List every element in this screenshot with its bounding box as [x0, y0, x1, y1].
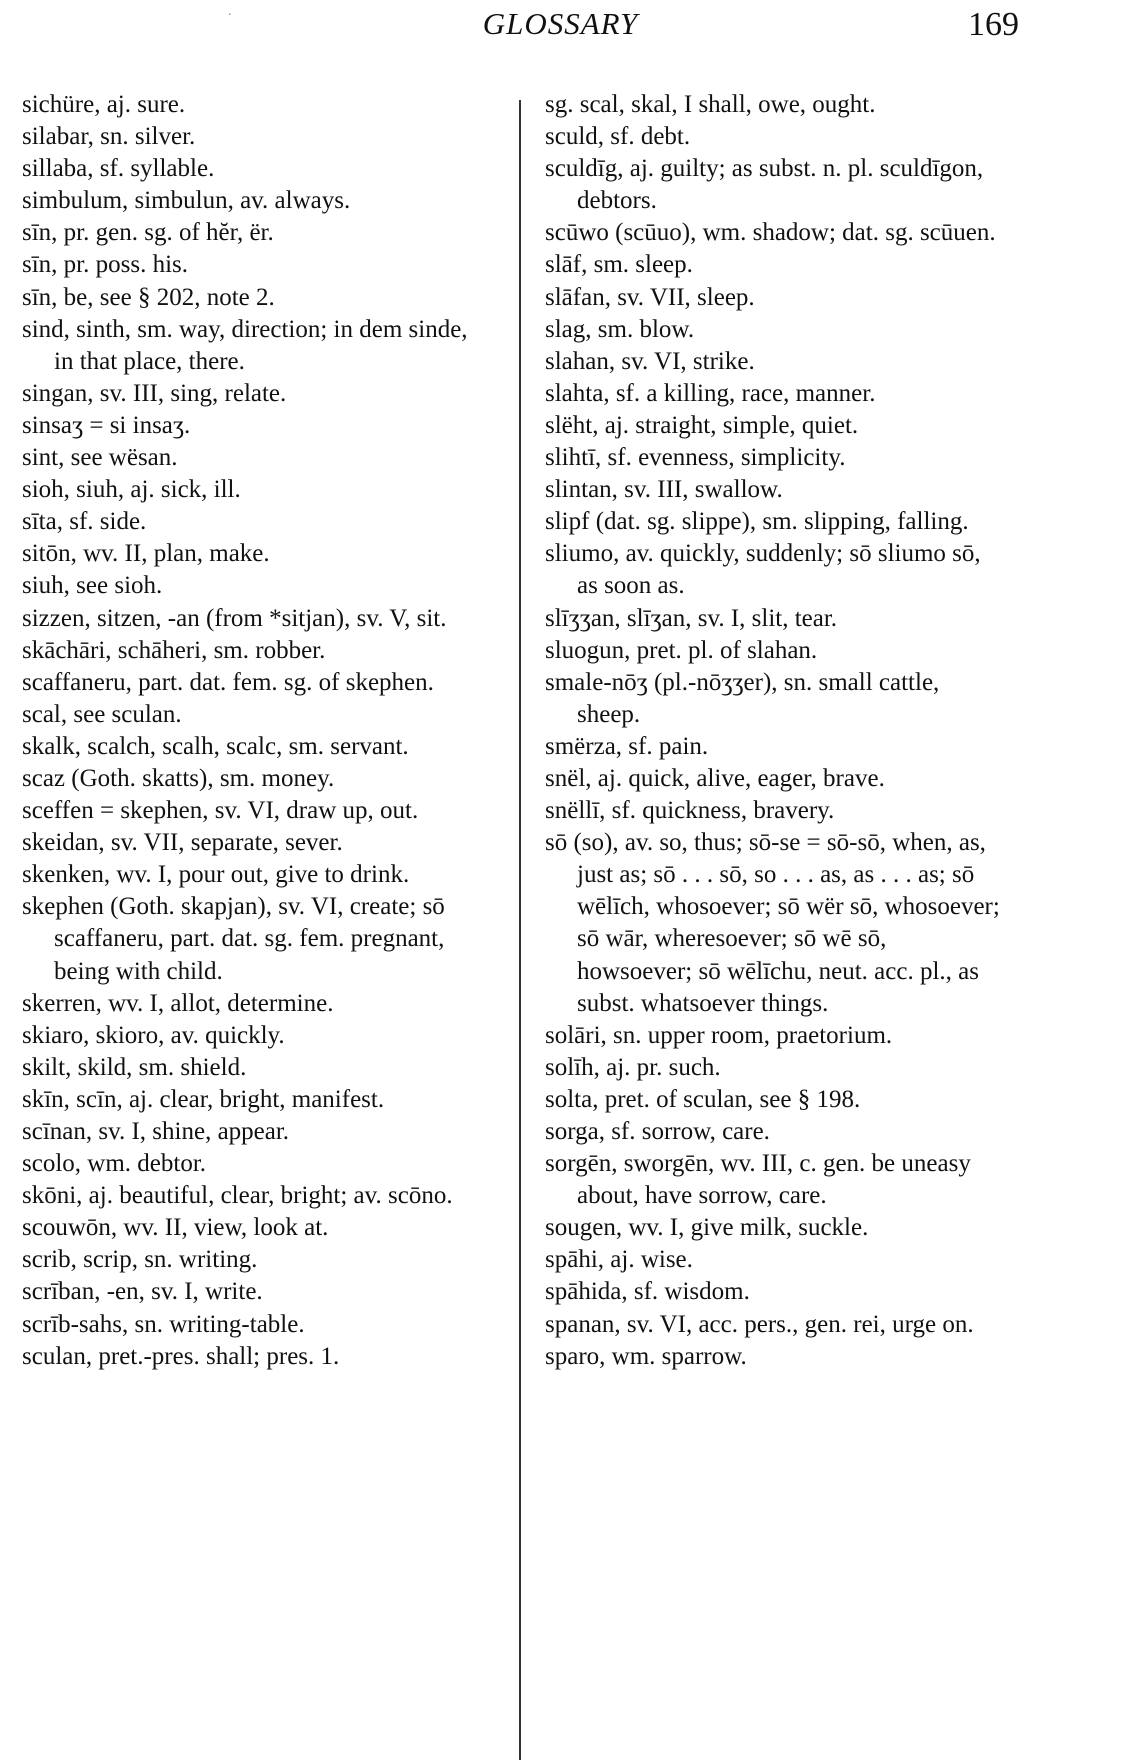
glossary-entry: spāhi, aj. wise.	[545, 1246, 693, 1274]
glossary-entry: sculan, pret.-pres. shall; pres. 1.	[22, 1342, 340, 1370]
glossary-entry: singan, sv. III, sing, relate.	[22, 379, 287, 407]
glossary-entry: skephen (Goth. skapjan), sv. VI, create; sō scaffaneru, part. dat. sg. fem. pregnant, being with child.	[22, 893, 445, 985]
glossary-entry: sinsaʒ = si insaʒ.	[22, 411, 191, 439]
glossary-entry: scūwo (scūuo), wm. shadow; dat. sg. scūuen.	[545, 219, 996, 247]
glossary-entry: scrib, scrip, sn. writing.	[22, 1246, 258, 1274]
glossary-entry: skeidan, sv. VII, separate, sever.	[22, 829, 343, 857]
glossary-entry: scouwōn, wv. II, view, look at.	[22, 1214, 329, 1242]
glossary-entry: slëht, aj. straight, simple, quiet.	[545, 411, 859, 439]
glossary-entry: siuh, see sioh.	[22, 572, 163, 600]
glossary-entry: sculdīg, aj. guilty; as subst. n. pl. sculdīgon, debtors.	[545, 155, 984, 215]
glossary-entry: sind, sinth, sm. way, direction; in dem sinde, in that place, there.	[22, 315, 468, 375]
glossary-entry: sizzen, sitzen, -an (from *sitjan), sv. V, sit.	[22, 604, 447, 632]
glossary-entry: sīn, pr. poss. his.	[22, 251, 189, 279]
glossary-entry: slīʒʒan, slīʒan, sv. I, slit, tear.	[545, 604, 838, 632]
glossary-entry: solta, pret. of sculan, see § 198.	[545, 1085, 861, 1113]
glossary-entry: scal, see sculan.	[22, 700, 182, 728]
glossary-entry: scaffaneru, part. dat. fem. sg. of skephen.	[22, 668, 434, 696]
glossary-entry: sluogun, pret. pl. of slahan.	[545, 636, 818, 664]
glossary-entry: silabar, sn. silver.	[22, 123, 196, 151]
glossary-entry: sceffen = skephen, sv. VI, draw up, out.	[22, 797, 419, 825]
glossary-entry: scrīban, -en, sv. I, write.	[22, 1278, 263, 1306]
glossary-entry: sculd, sf. debt.	[545, 123, 691, 151]
glossary-entry: slihtī, sf. evenness, simplicity.	[545, 444, 846, 472]
page-title: GLOSSARY	[482, 6, 639, 41]
glossary-entry: skīn, scīn, aj. clear, bright, manifest.	[22, 1085, 385, 1113]
glossary-entry: sīn, pr. gen. sg. of hĕr, ër.	[22, 219, 274, 247]
glossary-entry: skōni, aj. beautiful, clear, bright; av. scōno.	[22, 1182, 453, 1210]
glossary-entry: smale-nōʒ (pl.-nōʒʒer), sn. small cattle, sheep.	[545, 668, 940, 728]
glossary-entry: sliumo, av. quickly, suddenly; sō sliumo sō, as soon as.	[545, 540, 981, 600]
glossary-entry: solīh, aj. pr. such.	[545, 1053, 721, 1081]
glossary-entry: smërza, sf. pain.	[545, 732, 709, 760]
glossary-entry: sichüre, aj. sure.	[22, 91, 186, 118]
glossary-entry: slag, sm. blow.	[545, 315, 695, 343]
glossary-entry: slāfan, sv. VII, sleep.	[545, 283, 755, 311]
glossary-entry: snëllī, sf. quickness, bravery.	[545, 797, 835, 825]
glossary-entry: sitōn, wv. II, plan, make.	[22, 540, 270, 568]
glossary-entry: scaz (Goth. skatts), sm. money.	[22, 764, 335, 792]
glossary-entry: scīnan, sv. I, shine, appear.	[22, 1118, 290, 1145]
column-divider	[519, 100, 521, 1760]
glossary-entry: spāhida, sf. wisdom.	[545, 1278, 750, 1306]
glossary-entry: slāf, sm. sleep.	[545, 251, 693, 279]
glossary-entry: sorga, sf. sorrow, care.	[545, 1118, 770, 1145]
glossary-entry: slahta, sf. a killing, race, manner.	[545, 379, 876, 407]
glossary-entry: scrīb-sahs, sn. writing-table.	[22, 1310, 305, 1338]
glossary-column-right	[545, 89, 1007, 1373]
glossary-entry: sō (so), av. so, thus; sō-se = sō-sō, when, as, just as; sō . . . sō, so . . . as, as . . . as; sō wēlīch, whosoever; sō wër sō, whosoever; sō wār, wheresoever; sō wē sō, howsoever; sō wēlīchu, neut. acc. pl., as subst. whatsoever things.	[545, 829, 1000, 1017]
glossary-entry: slipf (dat. sg. slippe), sm. slipping, falling.	[545, 508, 969, 536]
glossary-entry: simbulum, simbulun, av. always.	[22, 187, 351, 215]
glossary-entry: slahan, sv. VI, strike.	[545, 347, 755, 375]
glossary-entry: skalk, scalch, scalh, scalc, sm. servant.	[22, 732, 409, 760]
glossary-entry: sint, see wësan.	[22, 444, 178, 472]
glossary-entry: skāchāri, schāheri, sm. robber.	[22, 636, 326, 664]
glossary-entry: skenken, wv. I, pour out, give to drink.	[22, 861, 410, 889]
glossary-entry: scolo, wm. debtor.	[22, 1150, 207, 1178]
glossary-entry: sougen, wv. I, give milk, suckle.	[545, 1214, 869, 1242]
glossary-entry: solāri, sn. upper room, praetorium.	[545, 1021, 893, 1049]
glossary-entry: sioh, siuh, aj. sick, ill.	[22, 476, 241, 504]
glossary-entry: slintan, sv. III, swallow.	[545, 476, 783, 504]
glossary-entry: spanan, sv. VI, acc. pers., gen. rei, urge on.	[545, 1310, 974, 1338]
glossary-entry: skilt, skild, sm. shield.	[22, 1053, 247, 1081]
glossary-entry: skerren, wv. I, allot, determine.	[22, 989, 334, 1017]
page-mark: .	[228, 4, 232, 19]
glossary-entry: sorgēn, sworgēn, wv. III, c. gen. be uneasy about, have sorrow, care.	[545, 1150, 971, 1210]
glossary-entry: sīta, sf. side.	[22, 508, 147, 536]
glossary-entry: sīn, be, see § 202, note 2.	[22, 283, 275, 311]
glossary-column-left	[22, 89, 484, 1373]
page-number: 169	[968, 6, 1019, 43]
glossary-entry: sillaba, sf. syllable.	[22, 155, 215, 183]
glossary-entry: sg. scal, skal, I shall, owe, ought.	[545, 91, 876, 118]
glossary-entry: snël, aj. quick, alive, eager, brave.	[545, 764, 885, 792]
glossary-entry: skiaro, skioro, av. quickly.	[22, 1021, 285, 1049]
glossary-entry: sparo, wm. sparrow.	[545, 1342, 747, 1370]
